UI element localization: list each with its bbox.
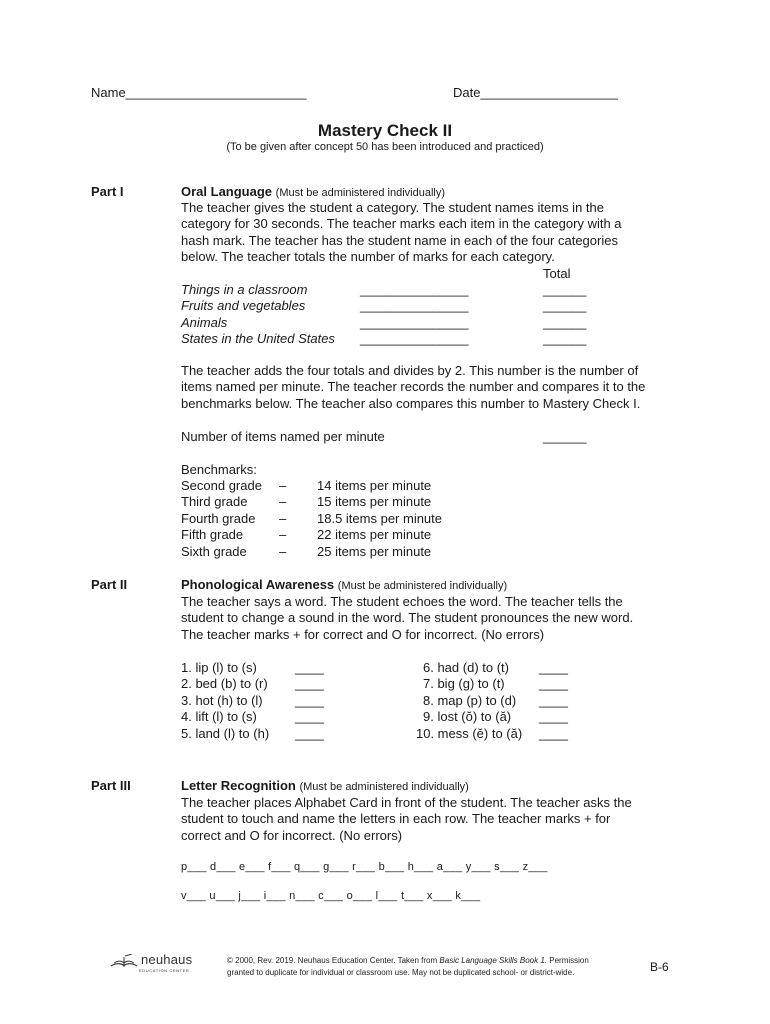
benchmark-grade: Second grade [181,478,262,493]
book-icon [110,954,138,970]
paragraph-line: category for 30 seconds. The teacher marks each item in the category with a [181,216,622,232]
category-name: Things in a classroom [181,282,308,297]
category-tally-line: _______________ [360,331,469,346]
paragraph-line: below. The teacher totals the number of marks for each category. [181,249,555,265]
name-field: Name_________________________ [91,85,307,100]
phoneme-item: 6. had (d) to (t) [423,660,509,675]
part-1-explanation [181,363,681,412]
book-title: Basic Language Skills Book 1. [439,956,548,965]
copyright-text: © 2000, Rev. 2019. Neuhaus Education Center. Taken from [227,956,440,965]
letter-row-2: v___ u___ j___ i___ n___ c___ o___ l___ t___ x___ k___ [181,890,481,902]
benchmark-value: 15 items per minute [317,494,432,509]
paragraph-line: student to change a sound in the word. The student pronounces the new word. [181,610,634,626]
part-1-label: Part I [91,184,124,199]
category-total-blank: ______ [543,315,587,330]
part-1-intro [181,200,681,266]
phoneme-item: 2. bed (b) to (r) [181,676,268,691]
phoneme-item: 7. big (g) to (t) [423,676,505,691]
benchmark-grade: Sixth grade [181,544,247,559]
paragraph-line: The teacher gives the student a category. The student names items in the [181,200,604,215]
neuhaus-logo [110,952,215,976]
phoneme-blank: ____ [295,676,324,691]
phoneme-item: 5. land (l) to (h) [181,726,270,741]
paragraph-line: hash mark. The teacher has the student name in each of the four categories [181,232,618,248]
date-field: Date___________________ [453,85,618,100]
logo-subtext: EDUCATION CENTER [139,968,190,973]
part-3-heading: Letter Recognition [181,778,296,793]
page-number: B-6 [650,960,669,974]
phoneme-blank: ____ [539,726,568,741]
benchmark-value: 14 items per minute [317,478,432,493]
benchmark-value: 22 items per minute [317,527,432,542]
copyright-line-2: granted to duplicate for individual or classroom use. May not be duplicated school- or district-wide. [227,968,575,977]
phoneme-blank: ____ [539,709,568,724]
phoneme-item: 10. mess (ĕ) to (ă) [416,726,523,741]
category-total-blank: ______ [543,298,587,313]
category-tally-line: _______________ [360,315,469,330]
paragraph-line: The teacher adds the four totals and divides by 2. This number is the number of [181,363,639,378]
benchmark-grade: Third grade [181,494,248,509]
phoneme-blank: ____ [295,660,324,675]
benchmark-grade: Fifth grade [181,527,244,542]
phoneme-blank: ____ [295,726,324,741]
copyright-line-1 [227,955,589,967]
logo-text: neuhaus [141,952,193,967]
paragraph-line: items named per minute. The teacher records the number and compares it to the [181,379,646,395]
page-title: Mastery Check II [317,121,453,140]
part-2-heading: Phonological Awareness [181,577,335,592]
paragraph-line: The teacher says a word. The student echoes the word. The teacher tells the [181,594,623,609]
paragraph-line: student to touch and name the letters in each row. The teacher marks + for [181,811,611,827]
benchmark-dash: – [279,544,287,559]
phoneme-blank: ____ [295,709,324,724]
benchmark-dash: – [279,478,287,493]
category-tally-line: _______________ [360,282,469,297]
category-tally-line: _______________ [360,298,469,313]
category-name: States in the United States [181,331,335,346]
total-header: Total [543,266,571,281]
category-total-blank: ______ [543,282,587,297]
permission-text: Permission [547,956,589,965]
phoneme-item: 1. lip (l) to (s) [181,660,257,675]
phoneme-blank: ____ [539,676,568,691]
part-3-heading-line [181,778,469,796]
part-1-heading: Oral Language [181,184,273,199]
phoneme-item: 8. map (p) to (d) [423,693,517,708]
category-name: Fruits and vegetables [181,298,306,313]
part-3-label: Part III [91,778,131,793]
category-total-blank: ______ [543,331,587,346]
letter-row-1: p___ d___ e___ f___ q___ g___ r___ b___ h___ a___ y___ s___ z___ [181,861,548,873]
items-per-minute-label: Number of items named per minute [181,429,385,444]
part-2-note: (Must be administered individually) [337,580,508,592]
paragraph-line: correct and O for incorrect. (No errors) [181,827,403,843]
phoneme-item: 4. lift (l) to (s) [181,709,257,724]
phoneme-item: 9. lost (ŏ) to (ă) [423,709,512,724]
benchmark-dash: – [279,527,287,542]
items-per-minute-blank: ______ [543,429,587,444]
benchmark-value: 18.5 items per minute [317,511,443,526]
part-1-heading-line [181,184,445,202]
part-2-heading-line [181,577,507,595]
phoneme-blank: ____ [539,693,568,708]
part-2-label: Part II [91,577,128,592]
benchmark-grade: Fourth grade [181,511,256,526]
phoneme-blank: ____ [295,693,324,708]
part-3-note: (Must be administered individually) [299,781,469,793]
part-3-intro [181,795,681,844]
part-1-note: (Must be administered individually) [275,187,446,199]
paragraph-line: The teacher marks + for correct and O for incorrect. (No errors) [181,626,545,642]
benchmark-dash: – [279,511,287,526]
category-name: Animals [181,315,228,330]
paragraph-line: benchmarks below. The teacher also compares this number to Mastery Check I. [181,395,641,411]
phoneme-item: 3. hot (h) to (l) [181,693,263,708]
benchmarks-label: Benchmarks: [181,462,257,477]
paragraph-line: The teacher places Alphabet Card in front of the student. The teacher asks the [181,795,632,810]
phoneme-blank: ____ [539,660,568,675]
benchmark-value: 25 items per minute [317,544,432,559]
benchmark-dash: – [279,494,287,509]
page-subtitle: (To be given after concept 50 has been introduced and practiced) [226,141,544,153]
part-2-intro [181,594,681,643]
